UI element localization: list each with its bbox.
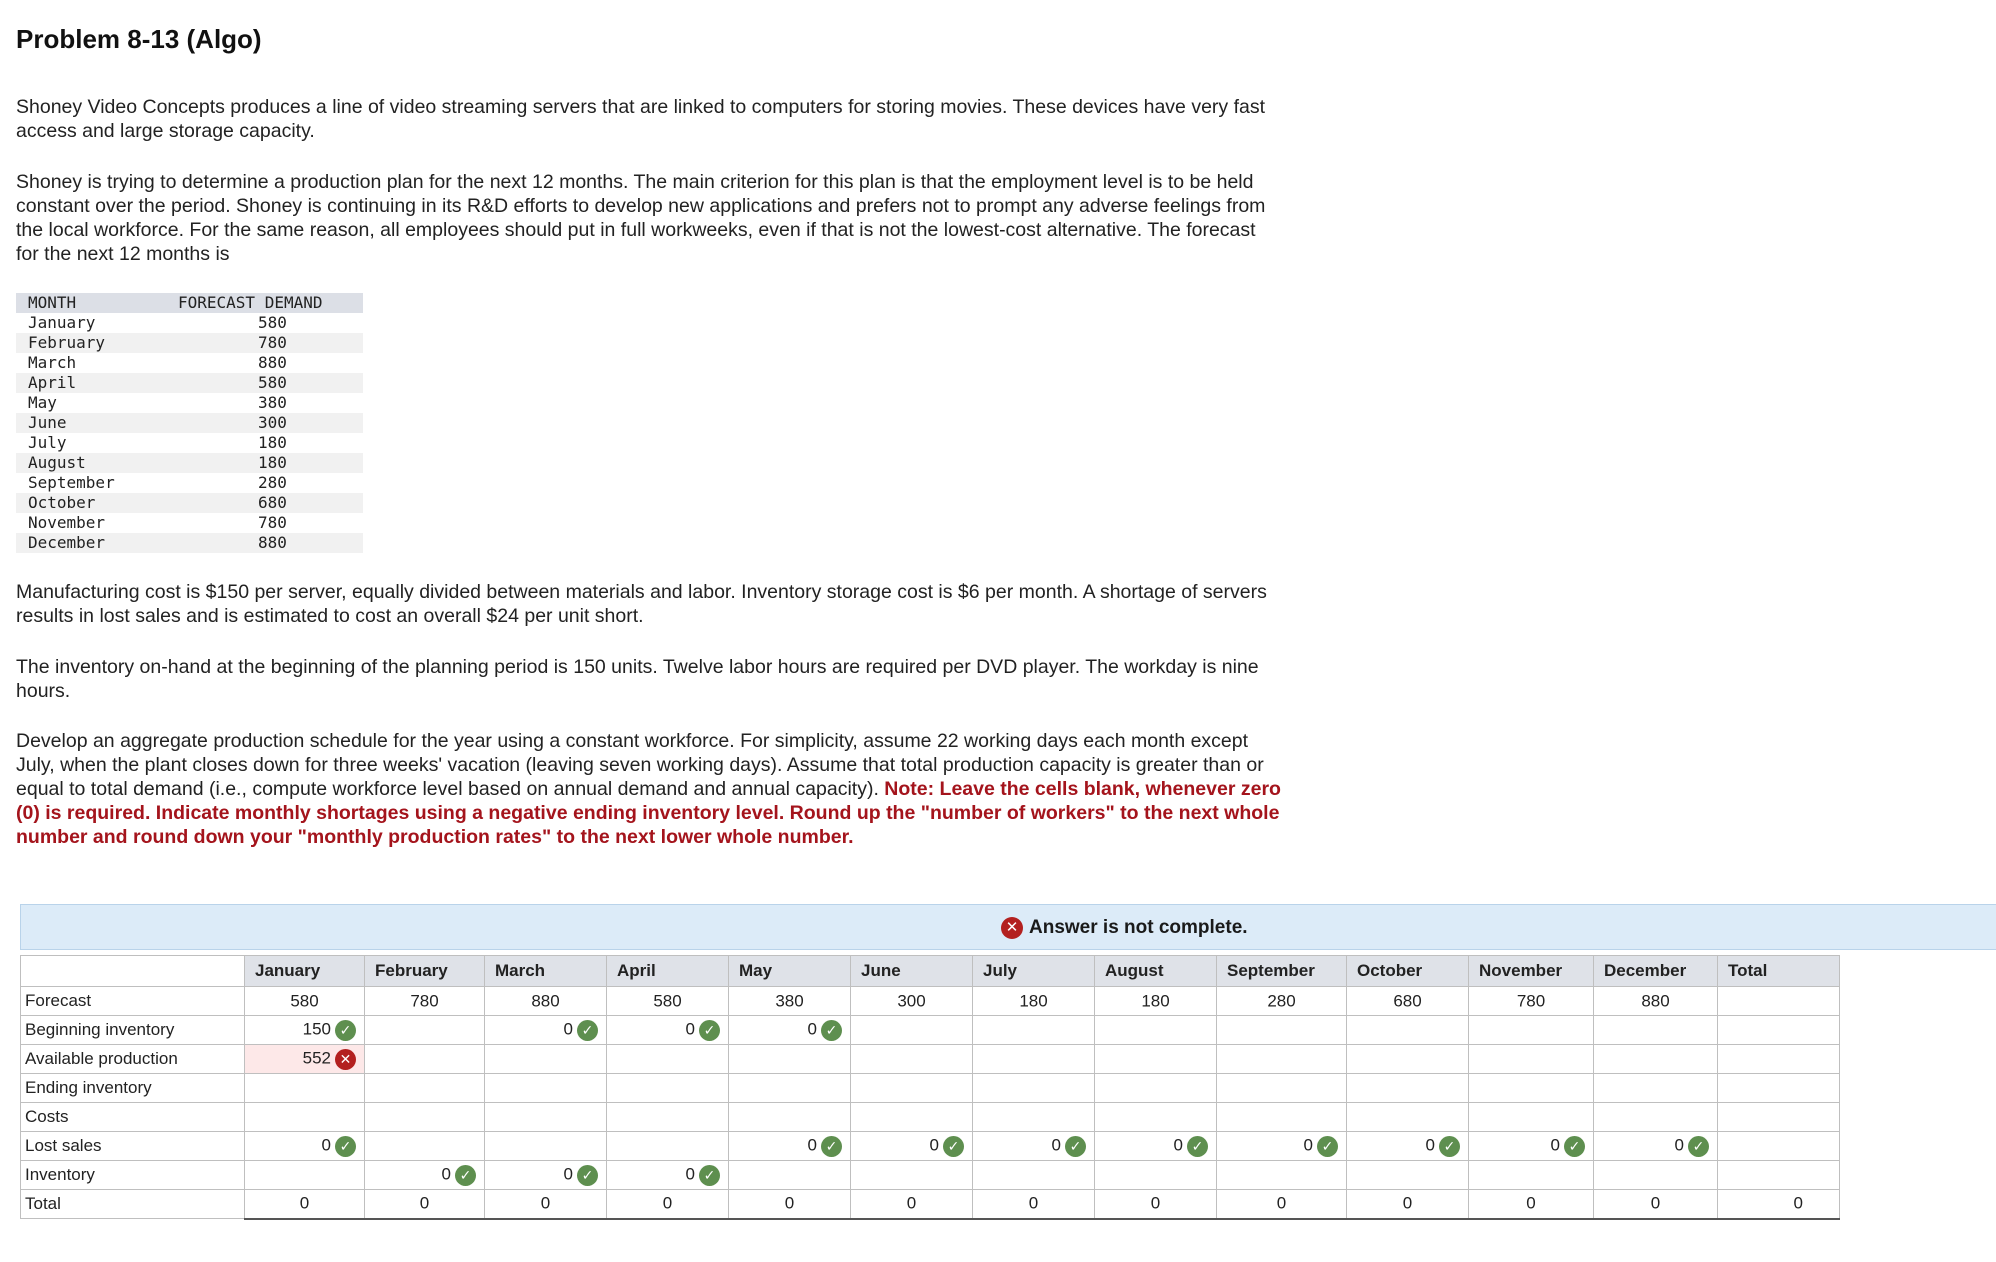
row-label: Beginning inventory (21, 1016, 245, 1045)
instructions-note: Note: Leave the cells blank, whenever zero (0) is required. Indicate monthly shortages using a negative ending inventory level. Round up the "number of workers" to the next whole number and round down your "monthly production rates" to the next lower whole number. (16, 778, 1281, 848)
forecast-demand-value: 180 (258, 433, 287, 452)
answer-input-cell (1718, 1161, 1840, 1190)
row-label-header (21, 956, 245, 987)
cell-value: 0 (685, 1165, 695, 1184)
forecast-row (16, 473, 363, 493)
value-cell (973, 987, 1095, 1016)
forecast-row (16, 333, 363, 353)
row-label: Total (21, 1190, 245, 1219)
forecast-row (16, 453, 363, 473)
answer-input-cell[interactable] (729, 1045, 851, 1074)
cell-value: 580 (653, 991, 682, 1011)
forecast-demand-value: 880 (258, 353, 287, 372)
answer-input-cell[interactable] (851, 1161, 973, 1190)
column-header-august: August (1095, 956, 1217, 987)
column-header-july: July (973, 956, 1095, 987)
answer-input-cell[interactable] (365, 1045, 485, 1074)
cell-value: 0 (563, 1165, 573, 1184)
answer-input-cell[interactable] (1217, 1074, 1347, 1103)
answer-input-cell[interactable] (607, 1132, 729, 1161)
forecast-demand-value: 880 (258, 533, 287, 552)
forecast-row (16, 413, 363, 433)
cell-value: 0 (807, 1136, 817, 1155)
forecast-header-month: MONTH (28, 293, 77, 312)
cell-value: 0 (685, 1020, 695, 1039)
forecast-month: June (28, 413, 67, 432)
check-circle-icon: ✓ (1065, 1136, 1086, 1157)
column-header-june: June (851, 956, 973, 987)
cell-value: 150 (302, 1020, 331, 1039)
cell-value: 0 (563, 1020, 573, 1039)
value-cell (1469, 987, 1594, 1016)
forecast-month: February (28, 333, 106, 352)
answer-table (20, 955, 1840, 1220)
answer-input-cell (1594, 1103, 1718, 1132)
check-circle-icon: ✓ (577, 1165, 598, 1186)
answer-input-cell[interactable] (607, 1045, 729, 1074)
answer-status-banner (20, 904, 1996, 950)
cell-value: 280 (1267, 991, 1296, 1011)
check-circle-icon: ✓ (1688, 1136, 1709, 1157)
answer-input-cell (245, 1103, 365, 1132)
answer-status-text: Answer is not complete. (1029, 917, 1248, 938)
answer-input-cell[interactable] (365, 1074, 485, 1103)
answer-input-cell[interactable] (851, 1132, 973, 1161)
forecast-demand-value: 580 (258, 313, 287, 332)
answer-input-cell[interactable] (1347, 1132, 1469, 1161)
answer-input-cell[interactable] (1095, 1074, 1217, 1103)
column-header-total: Total (1718, 956, 1840, 987)
answer-input-cell[interactable] (365, 1161, 485, 1190)
table-row (21, 1074, 1840, 1103)
answer-input-cell[interactable] (1217, 1132, 1347, 1161)
check-circle-icon: ✓ (943, 1136, 964, 1157)
intro-paragraph: Shoney Video Concepts produces a line of video streaming servers that are linked to computers for storing movies. These devices have very fast access and large storage capacity. (16, 96, 1266, 142)
cell-value: 0 (784, 1194, 795, 1213)
forecast-demand-value: 680 (258, 493, 287, 512)
forecast-month: July (28, 433, 67, 452)
forecast-row (16, 533, 363, 553)
answer-input-cell[interactable] (973, 1045, 1095, 1074)
answer-input-cell[interactable] (973, 1132, 1095, 1161)
forecast-month: September (28, 473, 115, 492)
plan-paragraph: Shoney is trying to determine a production plan for the next 12 months. The main criterion for this plan is that the employment level is to be held constant over the period. Shoney is continuing in its R&D efforts to develop new applications and prefers not to prompt any adverse feelings from the local workforce. For the same reason, all employees should put in full workweeks, even if that is not the lowest-cost alternative. The forecast for the next 12 months is (16, 171, 1266, 265)
value-cell (1347, 1190, 1469, 1219)
answer-input-cell[interactable] (1217, 1045, 1347, 1074)
answer-input-cell[interactable] (1594, 1161, 1718, 1190)
column-header-october: October (1347, 956, 1469, 987)
answer-input-cell[interactable] (485, 1161, 607, 1190)
answer-input-cell[interactable] (607, 1074, 729, 1103)
cell-value: 0 (1526, 1194, 1536, 1213)
answer-input-cell[interactable] (851, 1016, 973, 1045)
check-circle-icon: ✓ (1317, 1136, 1338, 1157)
value-cell (1095, 987, 1217, 1016)
row-label: Ending inventory (21, 1074, 245, 1103)
check-circle-icon: ✓ (577, 1020, 598, 1041)
cell-value: 380 (775, 991, 804, 1011)
column-header-december: December (1594, 956, 1718, 987)
cell-value: 552 (302, 1049, 331, 1068)
value-cell (1347, 987, 1469, 1016)
answer-input-cell[interactable] (851, 1045, 973, 1074)
cell-value: 0 (441, 1165, 451, 1184)
x-circle-icon: ✕ (335, 1049, 356, 1070)
value-cell (1594, 1190, 1718, 1219)
cell-value: 0 (1550, 1136, 1560, 1155)
cell-value: 680 (1393, 991, 1422, 1011)
answer-input-cell (1718, 1045, 1840, 1074)
value-cell (1718, 987, 1840, 1016)
answer-input-cell[interactable] (1347, 1045, 1469, 1074)
forecast-row (16, 393, 363, 413)
value-cell (729, 987, 851, 1016)
value-cell (851, 987, 973, 1016)
answer-input-cell[interactable] (1217, 1016, 1347, 1045)
table-row (21, 987, 1840, 1016)
x-circle-icon: ✕ (1001, 917, 1023, 939)
forecast-month: October (28, 493, 96, 512)
row-label: Available production (21, 1045, 245, 1074)
answer-input-cell[interactable] (365, 1016, 485, 1045)
cell-value: 0 (1276, 1194, 1287, 1213)
answer-input-cell[interactable] (729, 1074, 851, 1103)
cell-value: 780 (1516, 991, 1546, 1011)
cell-value: 0 (807, 1020, 817, 1039)
value-cell (365, 1190, 485, 1219)
answer-input-cell (1469, 1103, 1594, 1132)
table-row (21, 1045, 1840, 1074)
forecast-demand-value: 280 (258, 473, 287, 492)
cell-value: 180 (1141, 991, 1170, 1011)
value-cell (607, 987, 729, 1016)
answer-input-cell[interactable] (485, 1132, 607, 1161)
answer-input-cell[interactable] (1594, 1045, 1718, 1074)
answer-input-cell[interactable] (1469, 1045, 1594, 1074)
cell-value: 580 (290, 991, 319, 1011)
answer-input-cell[interactable] (607, 1016, 729, 1045)
cell-value: 180 (1019, 991, 1048, 1011)
cell-value: 0 (929, 1136, 939, 1155)
table-row (21, 1190, 1840, 1219)
forecast-month: August (28, 453, 86, 472)
answer-input-cell (973, 1103, 1095, 1132)
forecast-month: April (28, 373, 77, 392)
value-cell (1718, 1190, 1840, 1219)
answer-input-cell[interactable] (1469, 1161, 1594, 1190)
answer-input-cell[interactable] (1469, 1016, 1594, 1045)
value-cell (365, 987, 485, 1016)
cell-value: 0 (540, 1194, 551, 1213)
column-header-september: September (1217, 956, 1347, 987)
forecast-month: March (28, 353, 77, 372)
cell-value: 0 (1028, 1194, 1039, 1213)
row-label: Costs (21, 1103, 245, 1132)
answer-input-cell (1718, 1132, 1840, 1161)
cell-value: 0 (662, 1194, 673, 1213)
answer-input-cell[interactable] (1347, 1016, 1469, 1045)
answer-input-cell[interactable] (851, 1074, 973, 1103)
answer-input-cell[interactable] (1594, 1016, 1718, 1045)
answer-input-cell[interactable] (1095, 1016, 1217, 1045)
forecast-row (16, 433, 363, 453)
forecast-header-demand: FORECAST DEMAND (178, 293, 323, 312)
answer-input-cell[interactable] (1594, 1132, 1718, 1161)
value-cell (1594, 987, 1718, 1016)
answer-input-cell[interactable] (1469, 1132, 1594, 1161)
answer-input-cell (1217, 1103, 1347, 1132)
table-row (21, 1132, 1840, 1161)
answer-input-cell[interactable] (245, 1074, 365, 1103)
cell-value: 0 (1650, 1194, 1661, 1213)
check-circle-icon: ✓ (335, 1020, 356, 1041)
answer-input-cell (1718, 1103, 1840, 1132)
row-label: Lost sales (21, 1132, 245, 1161)
value-cell (1217, 1190, 1347, 1219)
cell-value: 0 (1150, 1194, 1161, 1213)
answer-input-cell[interactable] (245, 1045, 365, 1074)
forecast-demand-value: 780 (258, 513, 287, 532)
forecast-demand-value: 780 (258, 333, 287, 352)
check-circle-icon: ✓ (1187, 1136, 1208, 1157)
answer-input-cell (1347, 1103, 1469, 1132)
answer-input-cell[interactable] (245, 1016, 365, 1045)
answer-input-cell[interactable] (729, 1161, 851, 1190)
column-header-january: January (245, 956, 365, 987)
answer-input-cell (607, 1103, 729, 1132)
value-cell (485, 987, 607, 1016)
cell-value: 0 (1793, 1194, 1803, 1213)
answer-input-cell[interactable] (1095, 1161, 1217, 1190)
cell-value: 0 (299, 1194, 310, 1213)
column-header-may: May (729, 956, 851, 987)
value-cell (245, 1190, 365, 1219)
answer-input-cell (729, 1103, 851, 1132)
answer-input-cell[interactable] (973, 1161, 1095, 1190)
cell-value: 0 (1173, 1136, 1183, 1155)
cell-value: 0 (321, 1136, 331, 1155)
answer-input-cell (1718, 1016, 1840, 1045)
cell-value: 0 (1303, 1136, 1313, 1155)
forecast-demand-value: 580 (258, 373, 287, 392)
answer-input-cell[interactable] (485, 1016, 607, 1045)
check-circle-icon: ✓ (455, 1165, 476, 1186)
answer-input-cell[interactable] (607, 1161, 729, 1190)
check-circle-icon: ✓ (821, 1020, 842, 1041)
answer-input-cell (485, 1103, 607, 1132)
cell-value: 300 (897, 991, 926, 1011)
value-cell (1095, 1190, 1217, 1219)
cost-paragraph: Manufacturing cost is $150 per server, equally divided between materials and labor. Inventory storage cost is $6 per month. A shortage of servers results in lost sales and is estimated to cost an overall $24 per unit short. (16, 581, 1267, 627)
forecast-demand-value: 180 (258, 453, 287, 472)
forecast-table (16, 293, 363, 553)
value-cell (729, 1190, 851, 1219)
value-cell (1469, 1190, 1594, 1219)
forecast-month: May (28, 393, 57, 412)
forecast-month: November (28, 513, 106, 532)
answer-input-cell (851, 1103, 973, 1132)
value-cell (245, 987, 365, 1016)
row-label: Forecast (21, 987, 245, 1016)
forecast-demand-value: 380 (258, 393, 287, 412)
cell-value: 0 (906, 1194, 917, 1213)
check-circle-icon: ✓ (335, 1136, 356, 1157)
forecast-row (16, 353, 363, 373)
cell-value: 0 (419, 1194, 430, 1213)
check-circle-icon: ✓ (821, 1136, 842, 1157)
answer-input-cell[interactable] (973, 1016, 1095, 1045)
column-header-march: March (485, 956, 607, 987)
cell-value: 880 (1641, 991, 1670, 1011)
answer-input-cell[interactable] (245, 1132, 365, 1161)
cell-value: 880 (531, 991, 560, 1011)
cell-value: 0 (1425, 1136, 1435, 1155)
answer-input-cell (1718, 1074, 1840, 1103)
inventory-paragraph: The inventory on-hand at the beginning of the planning period is 150 units. Twelve labor hours are required per DVD player. The workday is nine hours. (16, 656, 1259, 702)
value-cell (1217, 987, 1347, 1016)
cell-value: 780 (410, 991, 439, 1011)
forecast-row (16, 373, 363, 393)
column-header-february: February (365, 956, 485, 987)
answer-input-cell[interactable] (1347, 1074, 1469, 1103)
instructions-paragraph (16, 729, 1281, 849)
answer-input-cell[interactable] (485, 1045, 607, 1074)
answer-input-cell[interactable] (1594, 1074, 1718, 1103)
forecast-row (16, 513, 363, 533)
answer-input-cell[interactable] (973, 1074, 1095, 1103)
table-row (21, 1103, 1840, 1132)
answer-input-cell[interactable] (1095, 1045, 1217, 1074)
forecast-row (16, 493, 363, 513)
check-circle-icon: ✓ (699, 1165, 720, 1186)
answer-input-cell[interactable] (729, 1016, 851, 1045)
forecast-demand-value: 300 (258, 413, 287, 432)
answer-input-cell[interactable] (485, 1074, 607, 1103)
answer-input-cell[interactable] (1095, 1132, 1217, 1161)
answer-input-cell[interactable] (729, 1132, 851, 1161)
forecast-row (16, 313, 363, 333)
answer-input-cell (365, 1103, 485, 1132)
answer-input-cell[interactable] (365, 1132, 485, 1161)
value-cell (485, 1190, 607, 1219)
table-row (21, 1016, 1840, 1045)
table-row (21, 1161, 1840, 1190)
forecast-month: January (28, 313, 96, 332)
answer-input-cell[interactable] (245, 1161, 365, 1190)
value-cell (851, 1190, 973, 1219)
problem-title: Problem 8-13 (Algo) (16, 24, 262, 54)
row-label: Inventory (21, 1161, 245, 1190)
check-circle-icon: ✓ (1439, 1136, 1460, 1157)
column-header-april: April (607, 956, 729, 987)
check-circle-icon: ✓ (699, 1020, 720, 1041)
forecast-month: December (28, 533, 106, 552)
answer-input-cell[interactable] (1217, 1161, 1347, 1190)
column-header-november: November (1469, 956, 1594, 987)
cell-value: 0 (1674, 1136, 1684, 1155)
value-cell (973, 1190, 1095, 1219)
cell-value: 0 (1402, 1194, 1413, 1213)
answer-input-cell[interactable] (1347, 1161, 1469, 1190)
check-circle-icon: ✓ (1564, 1136, 1585, 1157)
cell-value: 0 (1051, 1136, 1061, 1155)
answer-input-cell (1095, 1103, 1217, 1132)
instructions-text: Develop an aggregate production schedule for the year using a constant workforce. For simplicity, assume 22 working days each month except July, when the plant closes down for three weeks' vacation (leaving seven working days). Assume that total production capacity is greater than or equal to total demand (i.e., compute workforce level based on annual demand and annual capacity). (16, 730, 1264, 800)
answer-input-cell[interactable] (1469, 1074, 1594, 1103)
value-cell (607, 1190, 729, 1219)
